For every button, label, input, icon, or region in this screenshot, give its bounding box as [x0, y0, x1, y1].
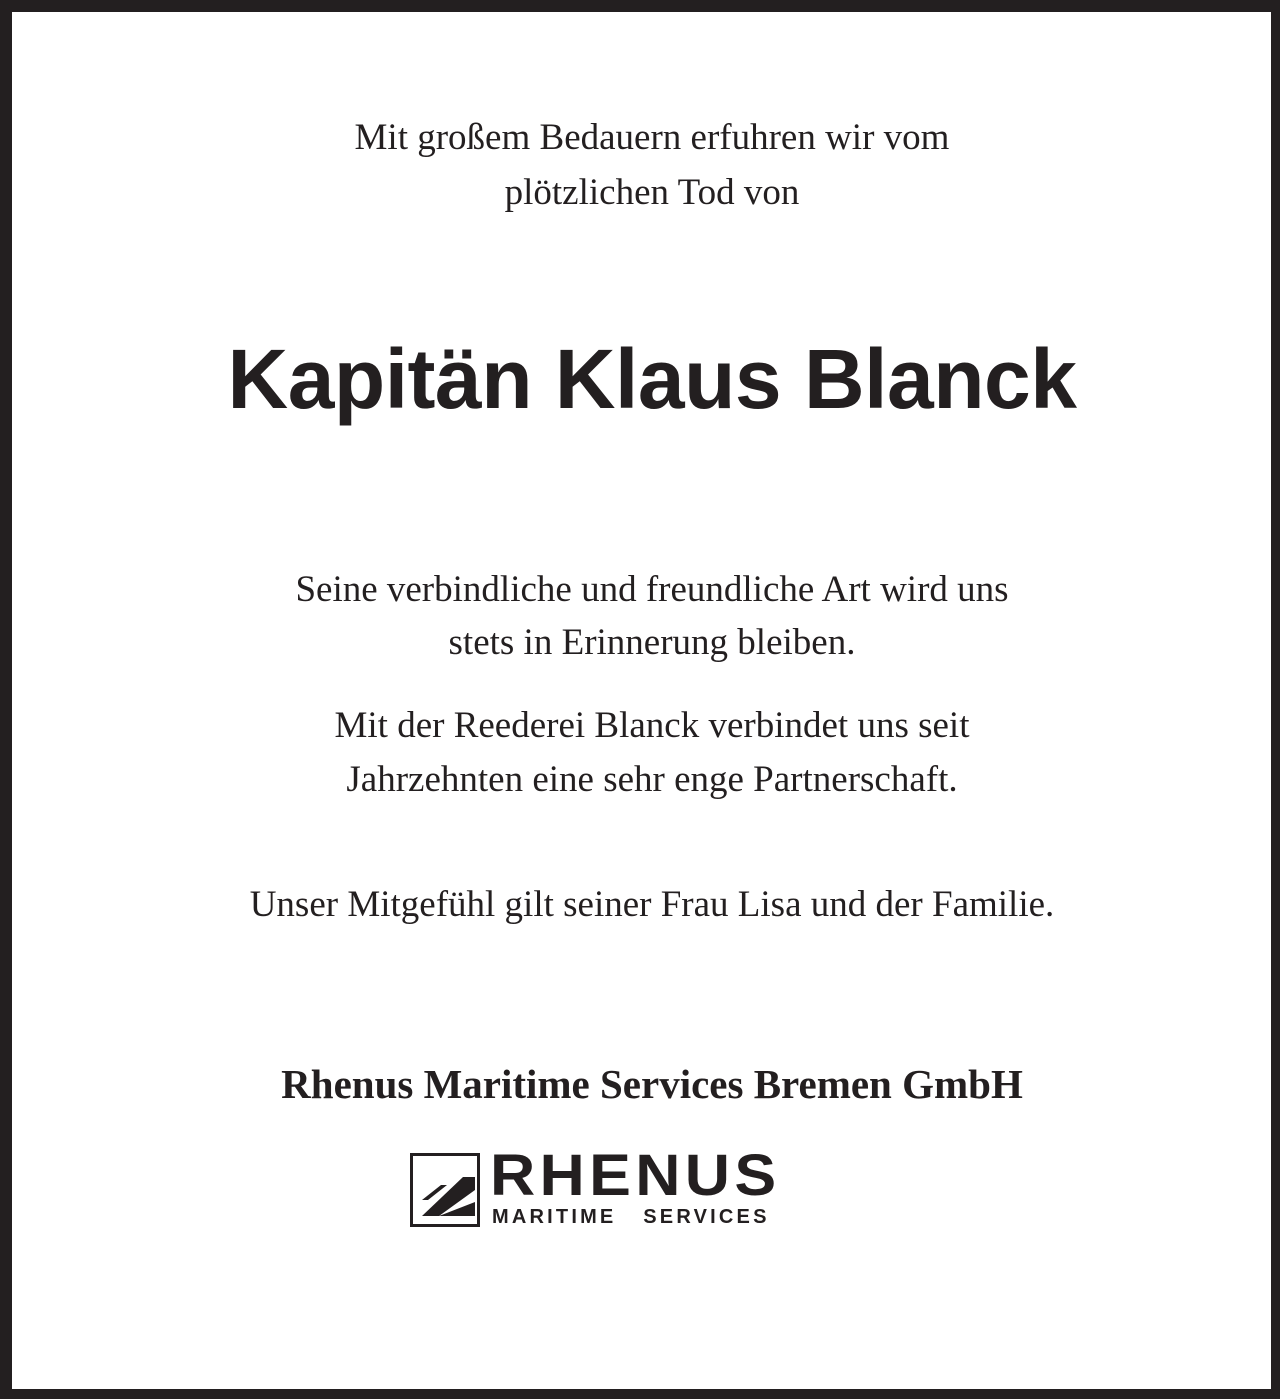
paragraph1-line-1: Seine verbindliche und freundliche Art wird uns: [295, 569, 1009, 610]
paragraph-remembrance: [12, 563, 1280, 669]
intro-line-2: plötzlichen Tod von: [504, 172, 800, 213]
rhenus-logo-icon-graphic: [413, 1156, 483, 1230]
rhenus-tagline: MARITIME SERVICES: [492, 1206, 770, 1228]
rhenus-wordmark: RHENUS: [490, 1143, 781, 1208]
paragraph-condolences: Unser Mitgefühl gilt seiner Frau Lisa und der Familie.: [249, 884, 1055, 925]
paragraph1-line-2: stets in Erinnerung bleiben.: [448, 622, 856, 663]
intro-line-1: Mit großem Bedauern erfuhren wir vom: [354, 117, 950, 158]
rhenus-logo: [410, 1143, 864, 1229]
intro-text: [12, 110, 1280, 220]
paragraph-partnership: [12, 699, 1280, 807]
rhenus-logo-icon: [410, 1153, 480, 1227]
deceased-name: Kapitän Klaus Blanck: [227, 332, 1077, 426]
paragraph2-line-1: Mit der Reederei Blanck verbindet uns seit: [334, 705, 970, 746]
paragraph2-line-2: Jahrzehnten eine sehr enge Partnerschaft.: [346, 759, 958, 800]
company-name: Rhenus Maritime Services Bremen GmbH: [281, 1061, 1023, 1107]
